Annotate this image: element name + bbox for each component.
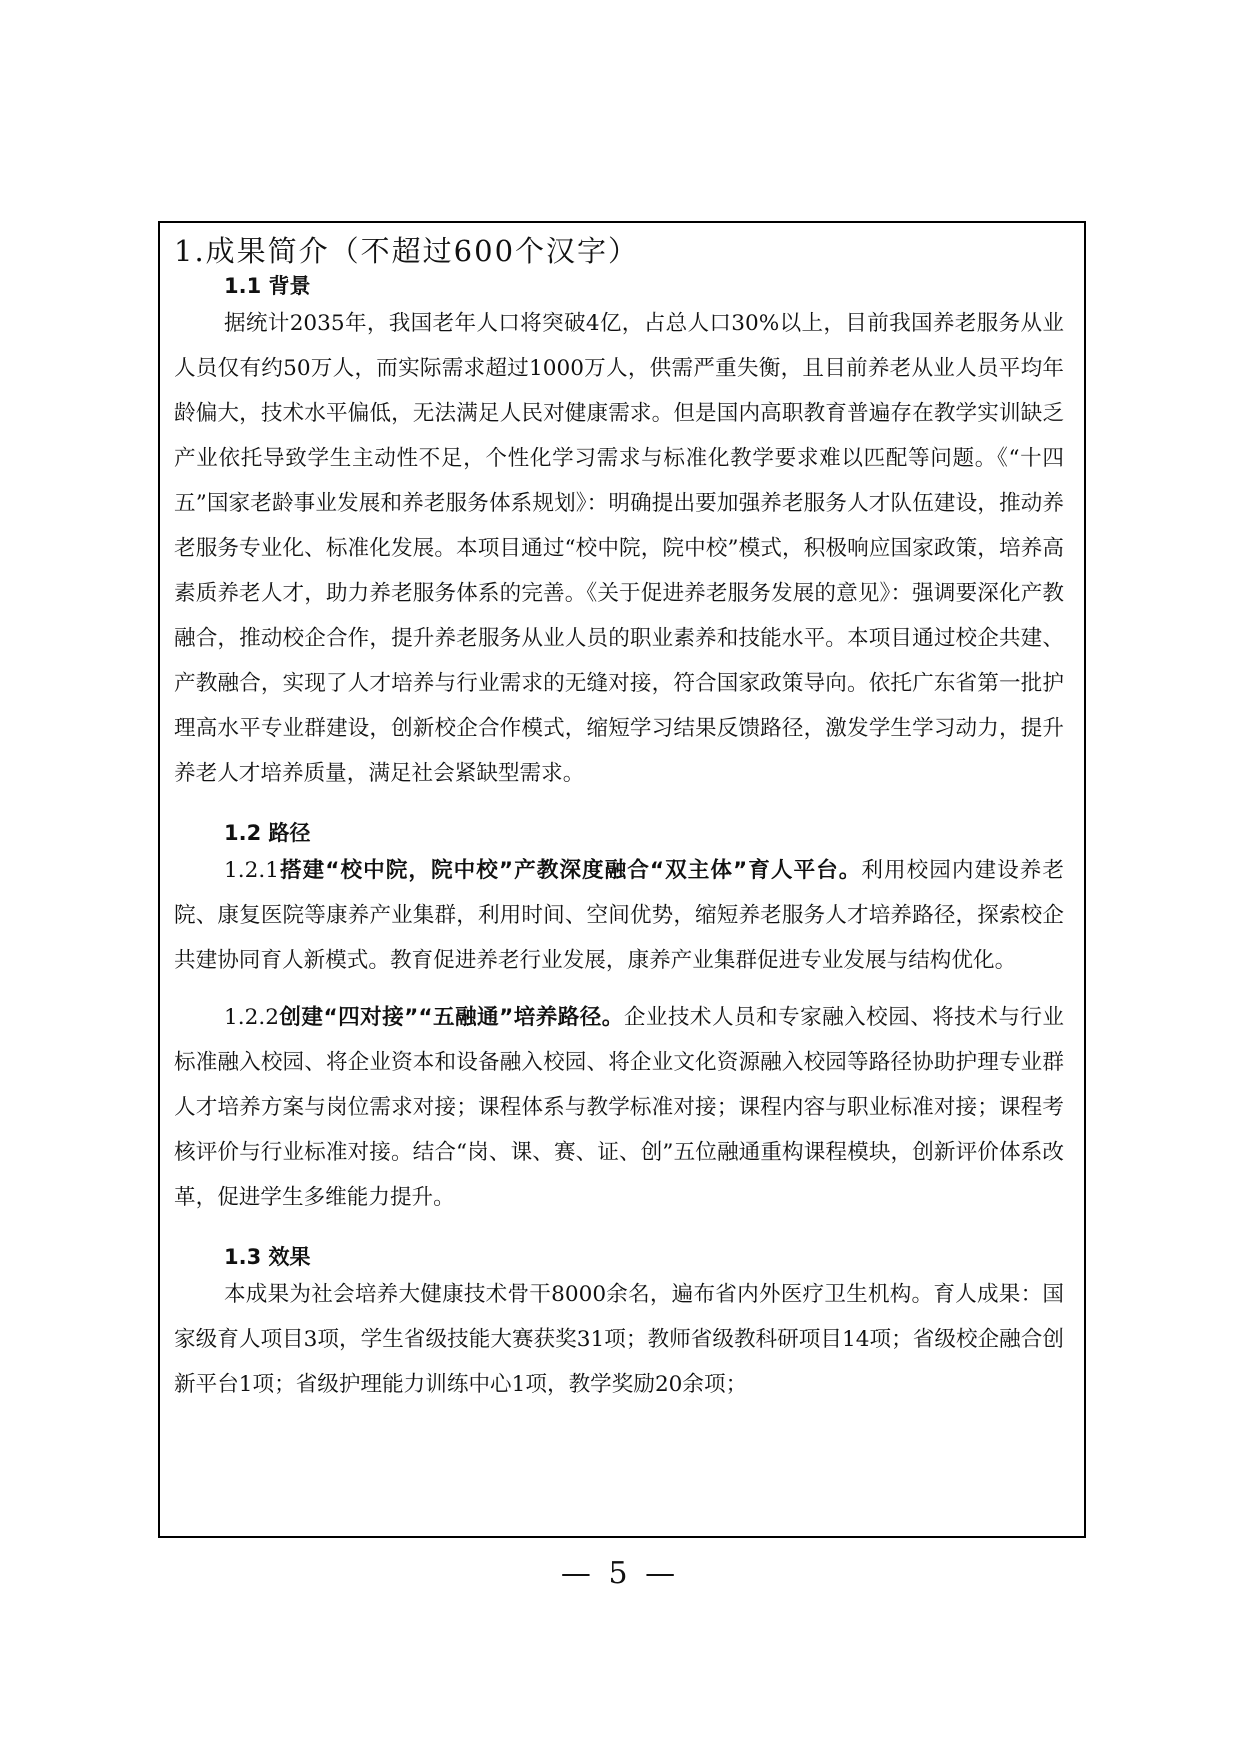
page-number: — 5 —: [560, 1556, 680, 1591]
paragraph-path-2: [174, 995, 1064, 1220]
item-number-1-2-2: 1.2.2: [224, 1005, 279, 1030]
item-number-1-2-1: 1.2.1: [224, 858, 279, 883]
paragraph-effect: 本成果为社会培养大健康技术骨干8000余名，遍布省内外医疗卫生机构。育人成果：国家级育人项目3项，学生省级技能大赛获奖31项；教师省级教科研项目14项；省级校企融合创新平台1项；省级护理能力训练中心1项，教学奖励20余项；: [174, 1282, 1064, 1397]
item-text-1-2-2: 企业技术人员和专家融入校园、将技术与行业标准融入校园、将企业资本和设备融入校园、将企业文化资源融入校园等路径协助护理专业群人才培养方案与岗位需求对接；课程体系与教学标准对接；课程内容与职业标准对接；课程考核评价与行业标准对接。结合“岗、课、赛、证、创”五位融通重构课程模块，创新评价体系改革，促进学生多维能力提升。: [174, 1005, 1064, 1210]
item-lead-1-2-2: 创建“四对接”“五融通”培养路径。: [278, 1005, 624, 1030]
heading-background: 1.1 背景: [224, 274, 311, 298]
heading-path: 1.2 路径: [224, 821, 311, 845]
content-frame: [158, 221, 1086, 1538]
item-text-1-2-1: 利用校园内建设养老院、康复医院等康养产业集群，利用时间、空间优势，缩短养老服务人才培养路径，探索校企共建协同育人新模式。教育促进养老行业发展，康养产业集群促进专业发展与结构优化。: [174, 858, 1064, 973]
paragraph-background: 据统计2035年，我国老年人口将突破4亿，占总人口30%以上，目前我国养老服务从业人员仅有约50万人，而实际需求超过1000万人，供需严重失衡，且目前养老从业人员平均年龄偏大，技术水平偏低，无法满足人民对健康需求。但是国内高职教育普遍存在教学实训缺乏产业依托导致学生主动性不足，个性化学习需求与标准化教学要求难以匹配等问题。《“十四五”国家老龄事业发展和养老服务体系规划》：明确提出要加强养老服务人才队伍建设，推动养老服务专业化、标准化发展。本项目通过“校中院，院中校”模式，积极响应国家政策，培养高素质养老人才，助力养老服务体系的完善。《关于促进养老服务发展的意见》：强调要深化产教融合，推动校企合作，提升养老服务从业人员的职业素养和技能水平。本项目通过校企共建、产教融合，实现了人才培养与行业需求的无缝对接，符合国家政策导向。依托广东省第一批护理高水平专业群建设，创新校企合作模式，缩短学习结果反馈路径，激发学生学习动力，提升养老人才培养质量，满足社会紧缺型需求。: [174, 311, 1064, 786]
heading-effect: 1.3 效果: [224, 1245, 311, 1269]
item-lead-1-2-1: 搭建“校中院，院中校”产教深度融合“双主体”育人平台。: [278, 858, 862, 883]
paragraph-path-1: [174, 848, 1064, 983]
section-title: 1.成果简介（不超过600个汉字）: [174, 234, 640, 268]
